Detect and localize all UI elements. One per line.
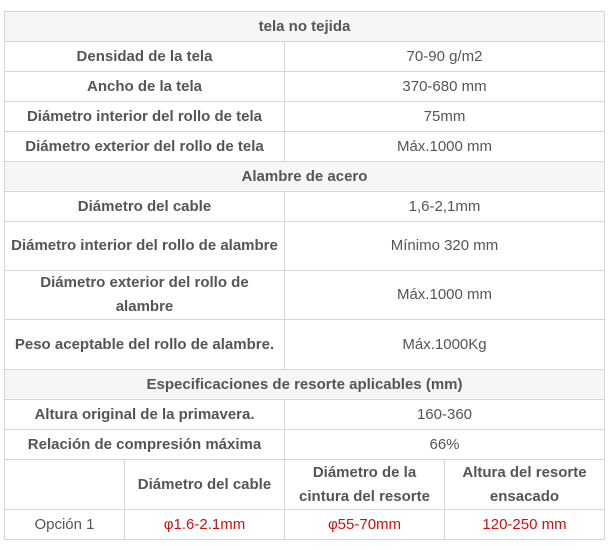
option-value-pocket-height: 120-250 mm [445, 510, 605, 540]
section-title-wire: Alambre de acero [5, 162, 605, 192]
row-value: Máx.1000 mm [285, 132, 605, 162]
row-label: Diámetro exterior del rollo de alambre [5, 271, 285, 320]
table-row [5, 192, 605, 222]
row-label: Peso aceptable del rollo de alambre. [5, 320, 285, 370]
table-row [5, 132, 605, 162]
empty-header-cell [5, 460, 125, 510]
section-header-row [5, 370, 605, 400]
row-label: Relación de compresión máxima [5, 430, 285, 460]
option-header-pocket-height: Altura del resorte ensacado [445, 460, 605, 510]
row-value: 160-360 [285, 400, 605, 430]
option-header-wire-diameter: Diámetro del cable [125, 460, 285, 510]
row-value: 70-90 g/m2 [285, 42, 605, 72]
table-row [5, 320, 605, 370]
row-label: Diámetro interior del rollo de tela [5, 102, 285, 132]
row-label: Diámetro exterior del rollo de tela [5, 132, 285, 162]
table-row [5, 102, 605, 132]
section-title-fabric: tela no tejida [5, 12, 605, 42]
row-value: 1,6-2,1mm [285, 192, 605, 222]
row-label: Altura original de la primavera. [5, 400, 285, 430]
row-label: Diámetro interior del rollo de alambre [5, 222, 285, 271]
option-header-row [5, 460, 605, 510]
table-row [5, 430, 605, 460]
row-value: 370-680 mm [285, 72, 605, 102]
option-value-waist-diameter: φ55-70mm [285, 510, 445, 540]
option-row [5, 510, 605, 540]
spec-table [4, 11, 605, 540]
section-header-row [5, 162, 605, 192]
section-title-spring: Especificaciones de resorte aplicables (mm) [5, 370, 605, 400]
row-value: Máx.1000Kg [285, 320, 605, 370]
section-header-row [5, 12, 605, 42]
option-header-waist-diameter: Diámetro de la cintura del resorte [285, 460, 445, 510]
row-value: Mínimo 320 mm [285, 222, 605, 271]
table-row [5, 271, 605, 320]
row-label: Ancho de la tela [5, 72, 285, 102]
row-label: Diámetro del cable [5, 192, 285, 222]
option-value-wire-diameter: φ1.6-2.1mm [125, 510, 285, 540]
option-label: Opción 1 [5, 510, 125, 540]
table-row [5, 222, 605, 271]
table-row [5, 42, 605, 72]
row-label: Densidad de la tela [5, 42, 285, 72]
row-value: 75mm [285, 102, 605, 132]
row-value: 66% [285, 430, 605, 460]
row-value: Máx.1000 mm [285, 271, 605, 320]
spec-table-wrapper [4, 11, 604, 540]
table-row [5, 400, 605, 430]
table-row [5, 72, 605, 102]
